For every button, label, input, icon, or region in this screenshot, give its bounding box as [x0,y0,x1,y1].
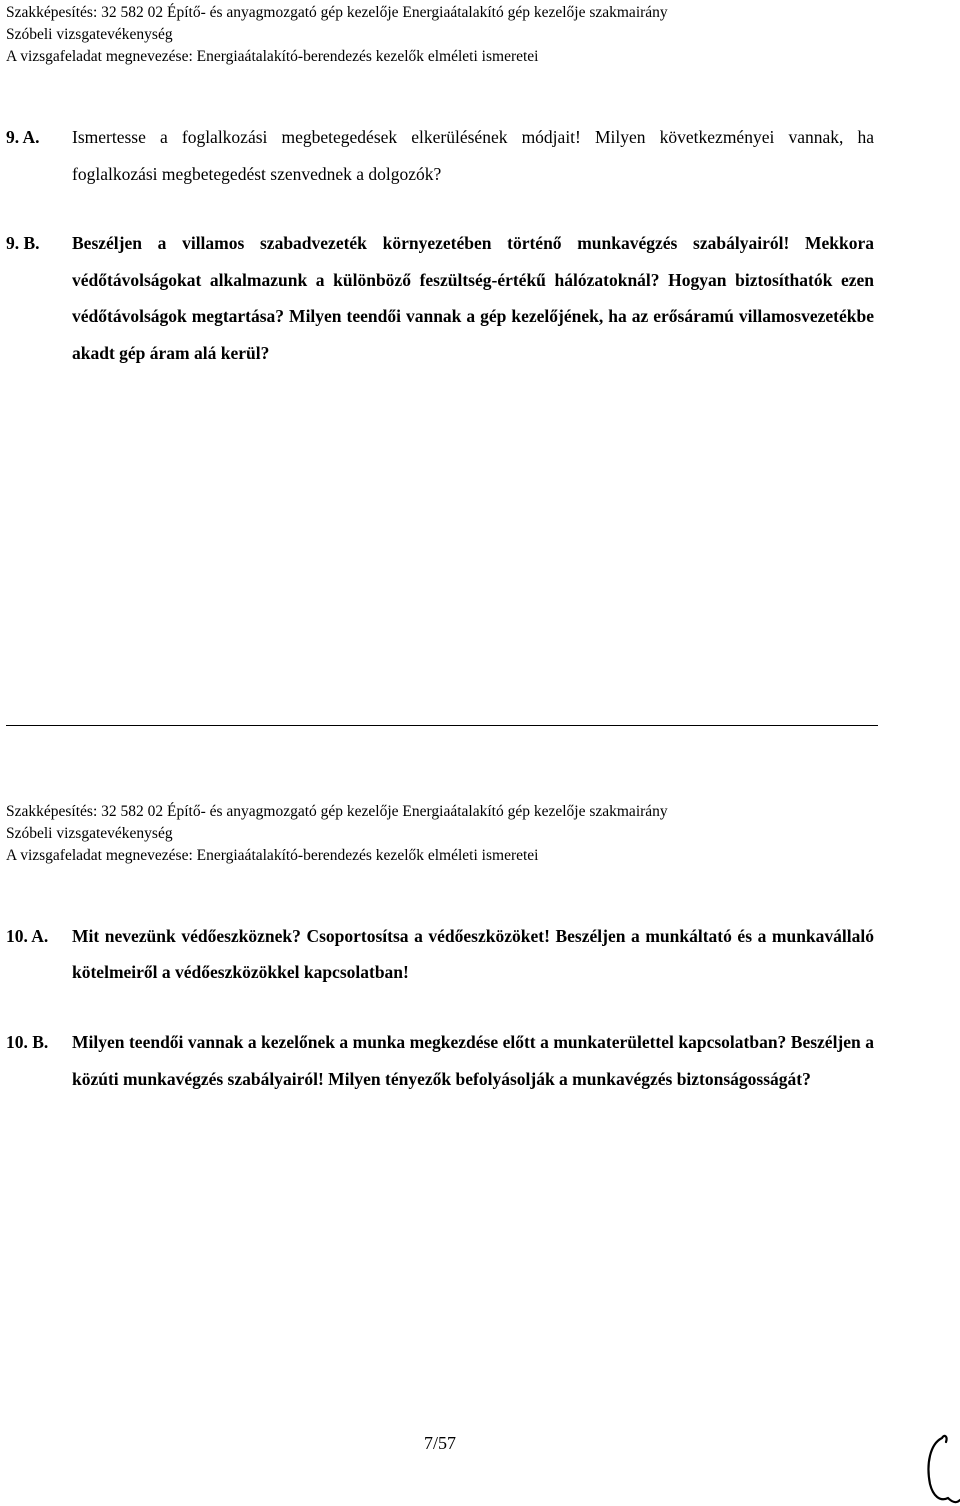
question-text: Beszéljen a villamos szabadvezeték környezetében történő munkavégzés szabályairól! Mekkora védőtávolságokat alkalmazunk a különböző feszültség-értékű hálózatoknál? Hogyan biztosíthatók ezen védőtávolságok megtartása? Milyen teendői vannak a gép kezelőjének, ha az erősáramú villamosvezetékbe akadt gép áram alá kerül? [72,233,874,363]
page-header-bottom [6,801,668,867]
page-number: 7/57 [423,1433,456,1453]
header-task-name: A vizsgafeladat megnevezése: Energiaátalakító-berendezés kezelők elméleti ismeretei [6,48,539,65]
header-qualification: Szakképesítés: 32 582 02 Építő- és anyagmozgató gép kezelője Energiaátalakító gép kezelője szakmairány [6,803,668,820]
header-task-name: A vizsgafeladat megnevezése: Energiaátalakító-berendezés kezelők elméleti ismeretei [6,847,539,864]
question-text: Mit nevezünk védőeszköznek? Csoportosítsa a védőeszközöket! Beszéljen a munkáltató és a munkavállaló kötelmeiről a védőeszközökkel kapcsolatban! [72,926,874,982]
question-number: 9. A. [6,127,40,147]
header-exam-type: Szóbeli vizsgatevékenység [6,825,173,842]
page-header-top [6,2,668,68]
question-number: 9. B. [6,233,40,253]
question-text: Milyen teendői vannak a kezelőnek a munka megkezdése előtt a munkaterülettel kapcsolatban? Beszéljen a közúti munkavégzés szabályairól! Milyen tényezők befolyásolják a munkavégzés biztonságosságát? [72,1032,874,1089]
handwritten-mark [922,1430,960,1506]
question-number: 10. A. [6,926,49,946]
question-number: 10. B. [6,1032,49,1052]
question-text: Ismertesse a foglalkozási megbetegedések elkerülésének módjait! Milyen következményei vannak, ha foglalkozási megbetegedést szenvednek a dolgozók? [72,127,874,184]
page-separator [6,725,878,726]
header-qualification: Szakképesítés: 32 582 02 Építő- és anyagmozgató gép kezelője Energiaátalakító gép kezelője szakmairány [6,4,668,21]
header-exam-type: Szóbeli vizsgatevékenység [6,26,173,43]
